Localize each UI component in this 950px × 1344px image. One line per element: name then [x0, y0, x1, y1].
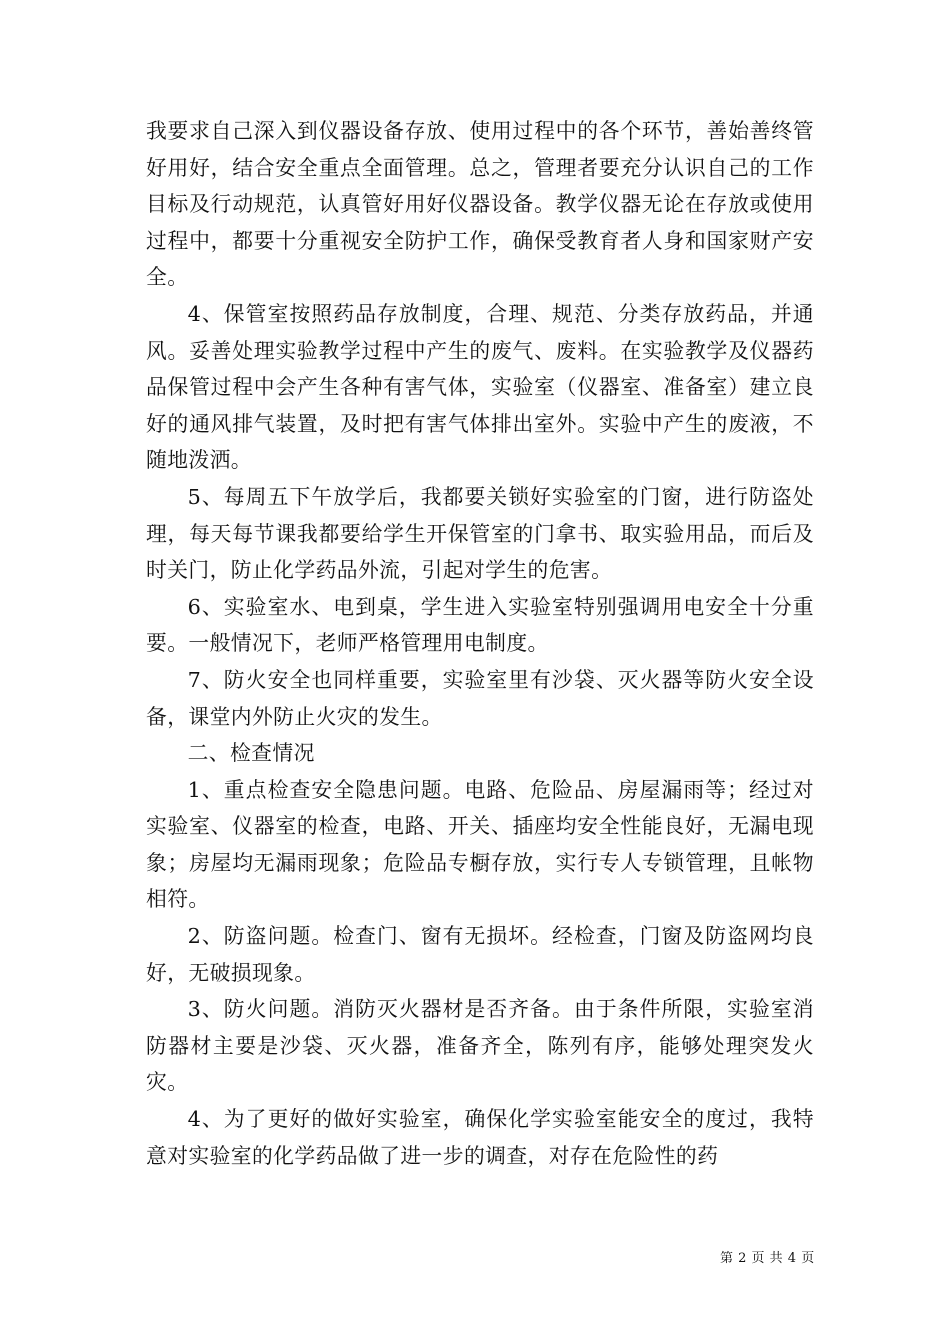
paragraph-inspection-2-theft: 2、防盗问题。检查门、窗有无损坏。经检查，门窗及防盗网均良好，无破损现象。 — [146, 924, 814, 985]
paragraph-inspection-1-hazards: 1、重点检查安全隐患问题。电路、危险品、房屋漏雨等；经过对实验室、仪器室的检查，电路、开关、插座均安全性能良好，无漏电现象；房屋均无漏雨现象；危险品专橱存放，实行专人专锁管理，且帐物相符。 — [146, 777, 814, 912]
section-heading-inspection: 二、检查情况 — [187, 741, 315, 766]
paragraph-item-7-fire-safety: 7、防火安全也同样重要，实验室里有沙袋、灭火器等防火安全设备，课堂内外防止火灾的发生。 — [146, 667, 814, 729]
paragraph-item-5-locking: 5、每周五下午放学后，我都要关锁好实验室的门窗，进行防盗处理，每天每节课我都要给学生开保管室的门拿书、取实验用品，而后及时关门，防止化学药品外流，引起对学生的危害。 — [146, 484, 814, 583]
paragraph-item-4-storage: 4、保管室按照药品存放制度，合理、规范、分类存放药品，并通风。妥善处理实验教学过程中产生的废气、废料。在实验教学及仪器药品保管过程中会产生各种有害气体，实验室（仪器室、准备室）建立良好的通风排气装置，及时把有害气体排出室外。实验中产生的废液，不随地泼洒。 — [146, 301, 814, 473]
paragraph-item-6-electricity: 6、实验室水、电到桌，学生进入实验室特别强调用电安全十分重要。一般情况下，老师严格管理用电制度。 — [146, 594, 814, 656]
page-number-footer: 第 2 页 共 4 页 — [720, 1251, 815, 1266]
paragraph-inspection-3-fire: 3、防火问题。消防灭火器材是否齐备。由于条件所限，实验室消防器材主要是沙袋、灭火器，准备齐全，陈列有序，能够处理突发火灾。 — [146, 997, 814, 1095]
paragraph-inspection-4-chemicals: 4、为了更好的做好实验室，确保化学实验室能安全的度过，我特意对实验室的化学药品做了进一步的调查，对存在危险性的药 — [146, 1107, 814, 1168]
paragraph-continuation: 我要求自己深入到仪器设备存放、使用过程中的各个环节，善始善终管好用好，结合安全重点全面管理。总之，管理者要充分认识自己的工作目标及行动规范，认真管好用好仪器设备。教学仪器无论在存放或使用过程中，都要十分重视安全防护工作，确保受教育者人身和国家财产安全。 — [146, 119, 814, 290]
document-body — [146, 113, 814, 1174]
